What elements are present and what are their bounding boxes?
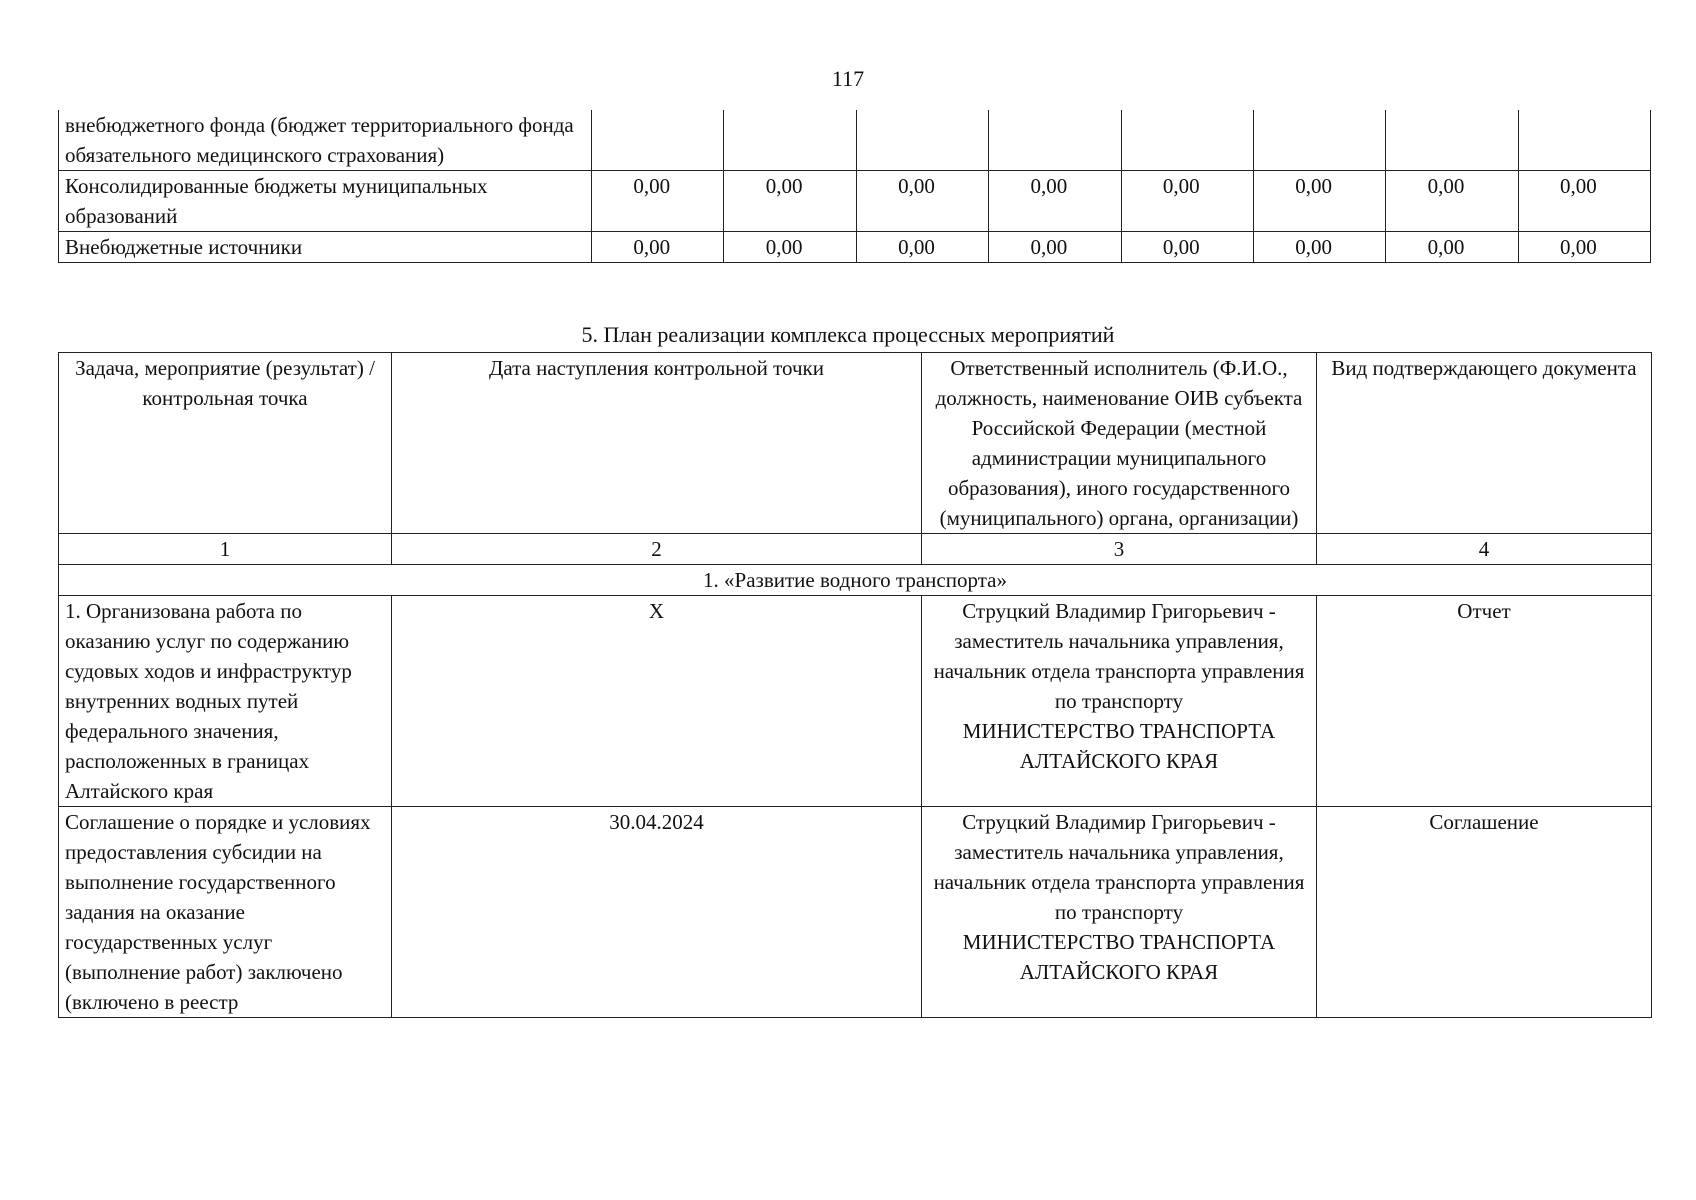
responsible-organization: МИНИСТЕРСТВО ТРАНСПОРТА АЛТАЙСКОГО КРАЯ xyxy=(962,930,1276,984)
date-cell: 30.04.2024 xyxy=(392,807,922,1018)
value-cell: 0,00 xyxy=(1518,232,1650,263)
value-cell xyxy=(989,110,1121,171)
value-cell xyxy=(724,110,856,171)
value-cell: 0,00 xyxy=(1121,171,1253,232)
value-cell: 0,00 xyxy=(989,232,1121,263)
value-cell xyxy=(1518,110,1650,171)
table-row xyxy=(59,232,1651,263)
value-cell: 0,00 xyxy=(724,171,856,232)
date-cell: X xyxy=(392,596,922,807)
section-title: 5. План реализации комплекса процессных мероприятий xyxy=(581,322,1115,347)
value-cell xyxy=(1253,110,1385,171)
value-cell: 0,00 xyxy=(856,171,988,232)
group-title: 1. «Развитие водного транспорта» xyxy=(59,565,1652,596)
value-cell xyxy=(1386,110,1518,171)
row-label: Внебюджетные источники xyxy=(59,232,592,263)
responsible-cell xyxy=(922,807,1317,1018)
column-header: Задача, мероприятие (результат) / контрольная точка xyxy=(59,353,392,534)
value-cell xyxy=(1121,110,1253,171)
table-row xyxy=(59,807,1652,1018)
value-cell: 0,00 xyxy=(1121,232,1253,263)
table-row xyxy=(59,110,1651,171)
column-header: Ответственный исполнитель (Ф.И.О., должность, наименование ОИВ субъекта Российской Федерации (местной администрации муниципального образования), иного государственного (муниципального) органа, организации) xyxy=(922,353,1317,534)
plan-table xyxy=(58,352,1652,1018)
value-cell: 0,00 xyxy=(1386,232,1518,263)
header-row xyxy=(59,353,1652,534)
page-number: 117 xyxy=(831,66,865,91)
value-cell xyxy=(592,110,724,171)
column-number: 1 xyxy=(59,534,392,565)
value-cell xyxy=(856,110,988,171)
table-row xyxy=(59,171,1651,232)
value-cell: 0,00 xyxy=(724,232,856,263)
value-cell: 0,00 xyxy=(856,232,988,263)
document-cell: Соглашение xyxy=(1317,807,1652,1018)
column-header: Дата наступления контрольной точки xyxy=(392,353,922,534)
value-cell: 0,00 xyxy=(1518,171,1650,232)
value-cell: 0,00 xyxy=(592,232,724,263)
column-number: 3 xyxy=(922,534,1317,565)
task-cell: Соглашение о порядке и условиях предоставления субсидии на выполнение государственного задания на оказание государственных услуг (выполнение работ) заключено (включено в реестр xyxy=(59,807,392,1018)
funding-table xyxy=(58,110,1651,263)
responsible-cell xyxy=(922,596,1317,807)
column-number: 2 xyxy=(392,534,922,565)
responsible-person: Струцкий Владимир Григорьевич - заместитель начальника управления, начальник отдела транспорта управления по транспорту xyxy=(933,599,1305,713)
value-cell: 0,00 xyxy=(592,171,724,232)
value-cell: 0,00 xyxy=(1253,171,1385,232)
column-number-row xyxy=(59,534,1652,565)
row-label: внебюджетного фонда (бюджет территориального фонда обязательного медицинского страхования) xyxy=(59,110,592,171)
table-row xyxy=(59,596,1652,807)
value-cell: 0,00 xyxy=(1386,171,1518,232)
group-row xyxy=(59,565,1652,596)
task-cell: 1. Организована работа по оказанию услуг по содержанию судовых ходов и инфраструктур внутренних водных путей федерального значения, расположенных в границах Алтайского края xyxy=(59,596,392,807)
row-label: Консолидированные бюджеты муниципальных образований xyxy=(59,171,592,232)
document-cell: Отчет xyxy=(1317,596,1652,807)
responsible-person: Струцкий Владимир Григорьевич - заместитель начальника управления, начальник отдела транспорта управления по транспорту xyxy=(933,810,1305,924)
column-number: 4 xyxy=(1317,534,1652,565)
value-cell: 0,00 xyxy=(1253,232,1385,263)
value-cell: 0,00 xyxy=(989,171,1121,232)
column-header: Вид подтверждающего документа xyxy=(1317,353,1652,534)
responsible-organization: МИНИСТЕРСТВО ТРАНСПОРТА АЛТАЙСКОГО КРАЯ xyxy=(962,719,1276,773)
